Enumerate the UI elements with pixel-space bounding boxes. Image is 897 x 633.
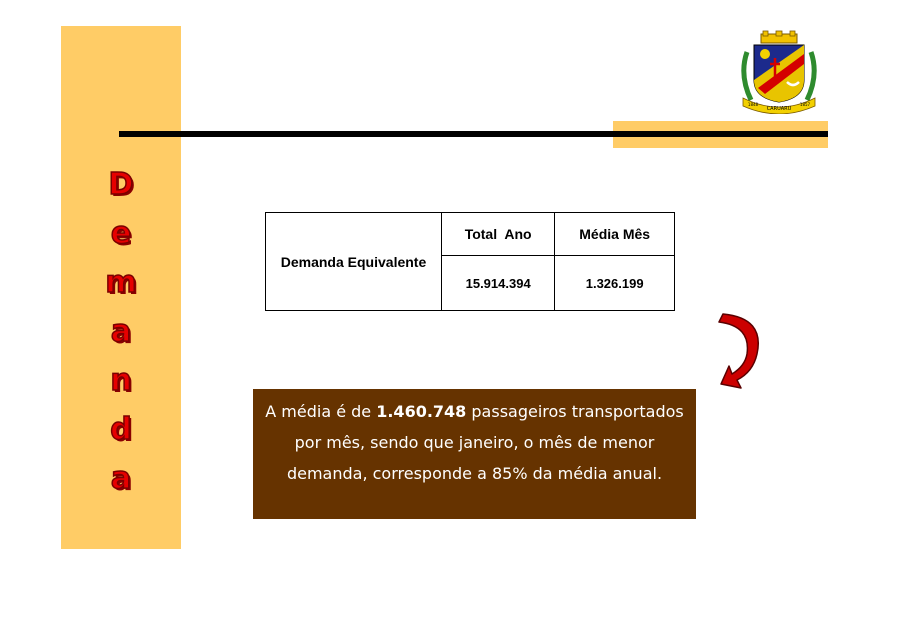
logo-ribbon-text: CARUARU (766, 106, 792, 112)
coat-of-arms-logo (737, 30, 821, 114)
title-letter: e (110, 216, 132, 251)
header-media-mes: Média Mês (555, 213, 675, 256)
logo-year-left: 1848 (747, 102, 759, 107)
summary-box (253, 389, 696, 519)
row-label-demanda-equivalente: Demanda Equivalente (266, 213, 442, 311)
title-letter: a (110, 461, 132, 496)
header-total-ano: Total Ano (442, 213, 555, 256)
demand-table (265, 212, 675, 311)
table-header-row (266, 213, 675, 256)
title-letter: m (105, 265, 137, 300)
title-letter: D (108, 167, 134, 202)
logo-year-right: 1857 (799, 102, 811, 107)
summary-prefix: A média é de (265, 402, 377, 421)
value-total-ano: 15.914.394 (442, 256, 555, 311)
summary-suffix: passageiros transportados por mês, sendo que janeiro, o mês de menor demanda, corresponde a 85% da média anual. (286, 402, 684, 483)
curved-arrow-icon (715, 310, 765, 392)
title-letter: a (110, 314, 132, 349)
header-rule (119, 131, 828, 137)
value-media-mes: 1.326.199 (555, 256, 675, 311)
title-letter: n (110, 363, 132, 398)
summary-highlight: 1.460.748 (376, 402, 467, 421)
title-letter: d (110, 412, 132, 447)
vertical-title (61, 160, 181, 503)
